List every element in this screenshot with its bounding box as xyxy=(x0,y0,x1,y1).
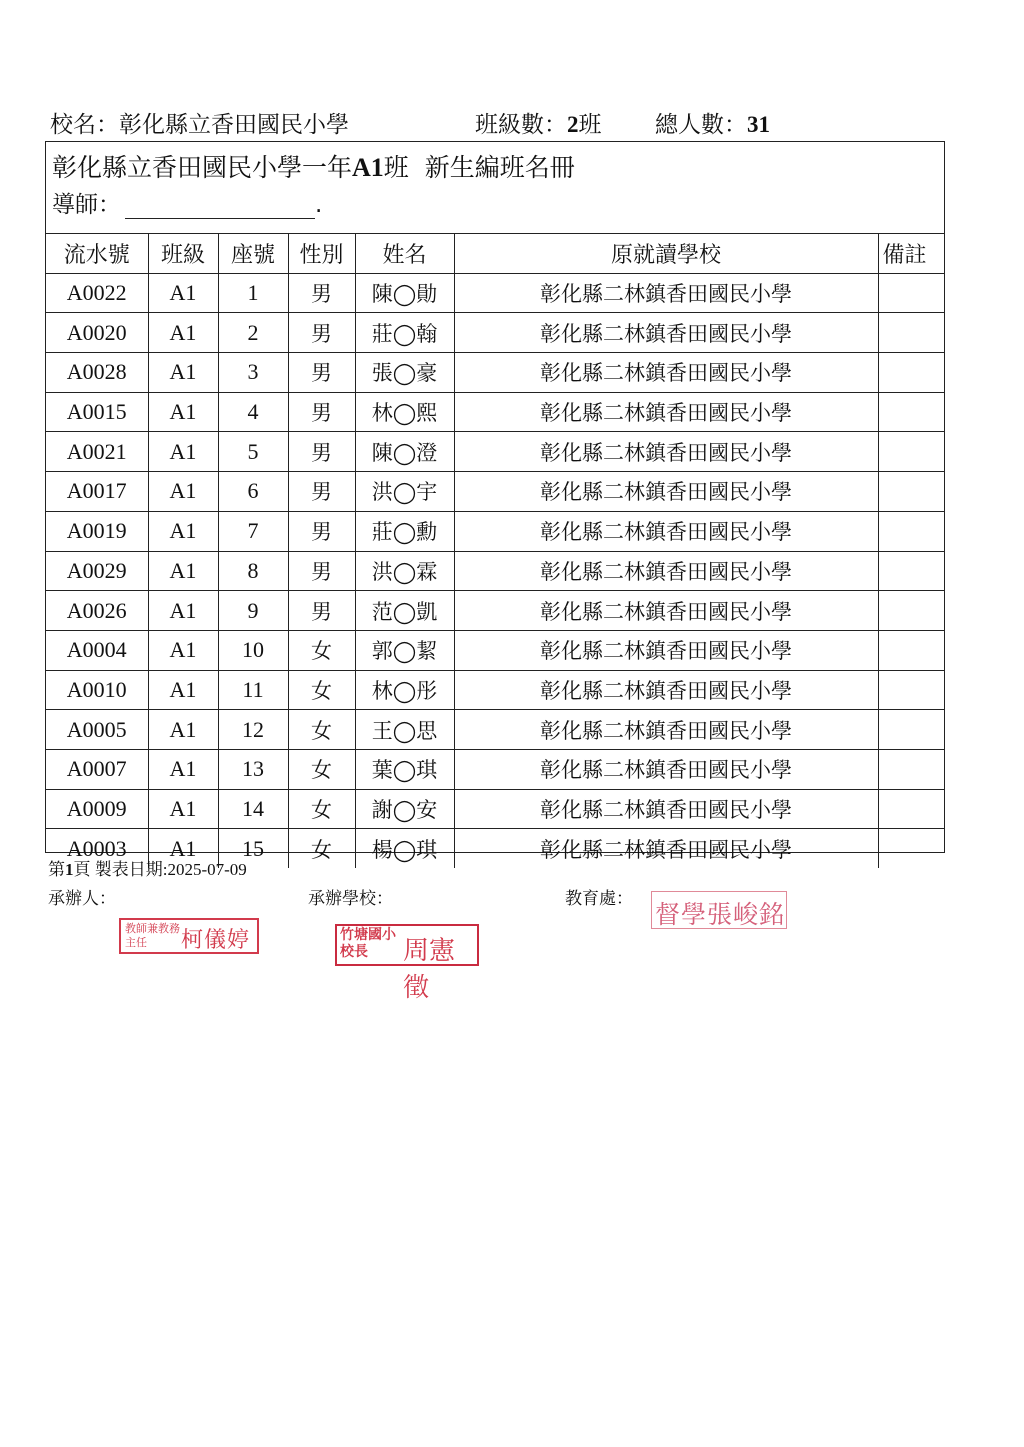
cell-note xyxy=(878,591,944,631)
cell-serial: A0021 xyxy=(46,432,148,472)
cell-seat: 12 xyxy=(218,710,288,750)
cell-class: A1 xyxy=(148,511,218,551)
cell-note xyxy=(878,749,944,789)
education-seal-stamp: 督學張峻銘 xyxy=(651,891,787,929)
cell-class: A1 xyxy=(148,392,218,432)
cell-seat: 13 xyxy=(218,749,288,789)
handler-label: 承辦人： xyxy=(48,889,116,909)
cell-seat: 15 xyxy=(218,829,288,868)
cell-class: A1 xyxy=(148,630,218,670)
cell-class: A1 xyxy=(148,551,218,591)
cell-name: 洪◯宇 xyxy=(355,472,454,512)
cell-gender: 男 xyxy=(288,551,355,591)
total-count-value: 31 xyxy=(747,112,770,137)
column-header-serial: 流水號 xyxy=(46,234,148,274)
cell-class: A1 xyxy=(148,710,218,750)
cell-original-school: 彰化縣二林鎮香田國民小學 xyxy=(454,670,878,710)
title-area xyxy=(46,142,944,234)
cell-original-school: 彰化縣二林鎮香田國民小學 xyxy=(454,353,878,393)
cell-original-school: 彰化縣二林鎮香田國民小學 xyxy=(454,829,878,868)
cell-name: 張◯豪 xyxy=(355,353,454,393)
cell-note xyxy=(878,630,944,670)
cell-seat: 5 xyxy=(218,432,288,472)
cell-note xyxy=(878,511,944,551)
cell-note xyxy=(878,353,944,393)
cell-gender: 男 xyxy=(288,472,355,512)
cell-original-school: 彰化縣二林鎮香田國民小學 xyxy=(454,591,878,631)
cell-note xyxy=(878,432,944,472)
cell-serial: A0017 xyxy=(46,472,148,512)
cell-gender: 女 xyxy=(288,670,355,710)
principal-seal-stamp: 竹塘國小校長 周憲徵 xyxy=(335,924,479,966)
cell-name: 陳◯勛 xyxy=(355,273,454,313)
cell-original-school: 彰化縣二林鎮香田國民小學 xyxy=(454,789,878,829)
cell-serial: A0005 xyxy=(46,710,148,750)
table-row xyxy=(46,670,944,710)
cell-seat: 1 xyxy=(218,273,288,313)
cell-class: A1 xyxy=(148,353,218,393)
cell-gender: 男 xyxy=(288,432,355,472)
cell-class: A1 xyxy=(148,789,218,829)
table-row xyxy=(46,432,944,472)
cell-class: A1 xyxy=(148,749,218,789)
cell-seat: 11 xyxy=(218,670,288,710)
document-title: 彰化縣立香田國民小學一年A1班 新生編班名冊 xyxy=(52,153,575,182)
cell-original-school: 彰化縣二林鎮香田國民小學 xyxy=(454,432,878,472)
column-header-class: 班級 xyxy=(148,234,218,274)
cell-original-school: 彰化縣二林鎮香田國民小學 xyxy=(454,273,878,313)
cell-original-school: 彰化縣二林鎮香田國民小學 xyxy=(454,392,878,432)
page-and-date: 第1頁 製表日期:2025-07-09 xyxy=(48,860,247,880)
date-label: 製表日期:2025-07-09 xyxy=(94,860,247,879)
cell-serial: A0022 xyxy=(46,273,148,313)
cell-note xyxy=(878,551,944,591)
mentor-blank-line xyxy=(125,196,315,219)
cell-seat: 6 xyxy=(218,472,288,512)
cell-seat: 8 xyxy=(218,551,288,591)
cell-original-school: 彰化縣二林鎮香田國民小學 xyxy=(454,551,878,591)
header-line xyxy=(50,106,950,140)
table-row xyxy=(46,789,944,829)
cell-note xyxy=(878,472,944,512)
cell-seat: 3 xyxy=(218,353,288,393)
cell-gender: 女 xyxy=(288,630,355,670)
cell-serial: A0026 xyxy=(46,591,148,631)
cell-note xyxy=(878,273,944,313)
school-name-label: 校名：彰化縣立香田國民小學 xyxy=(50,112,349,138)
cell-gender: 男 xyxy=(288,511,355,551)
cell-name: 莊◯翰 xyxy=(355,313,454,353)
cell-gender: 男 xyxy=(288,313,355,353)
table-header-row xyxy=(46,234,944,274)
cell-serial: A0020 xyxy=(46,313,148,353)
cell-name: 洪◯霖 xyxy=(355,551,454,591)
cell-original-school: 彰化縣二林鎮香田國民小學 xyxy=(454,472,878,512)
cell-note xyxy=(878,313,944,353)
table-row xyxy=(46,313,944,353)
mentor-field: 導師： . xyxy=(52,192,323,218)
cell-gender: 男 xyxy=(288,591,355,631)
cell-serial: A0019 xyxy=(46,511,148,551)
cell-name: 葉◯琪 xyxy=(355,749,454,789)
cell-class: A1 xyxy=(148,313,218,353)
table-row xyxy=(46,472,944,512)
cell-original-school: 彰化縣二林鎮香田國民小學 xyxy=(454,710,878,750)
cell-seat: 9 xyxy=(218,591,288,631)
cell-original-school: 彰化縣二林鎮香田國民小學 xyxy=(454,630,878,670)
column-header-seat: 座號 xyxy=(218,234,288,274)
cell-class: A1 xyxy=(148,591,218,631)
cell-name: 莊◯勳 xyxy=(355,511,454,551)
roster-table xyxy=(46,233,944,868)
column-header-note: 備註 xyxy=(878,234,944,274)
cell-seat: 10 xyxy=(218,630,288,670)
table-row xyxy=(46,591,944,631)
table-row xyxy=(46,273,944,313)
cell-seat: 14 xyxy=(218,789,288,829)
cell-seat: 7 xyxy=(218,511,288,551)
cell-gender: 女 xyxy=(288,829,355,868)
cell-note xyxy=(878,670,944,710)
cell-class: A1 xyxy=(148,432,218,472)
page-number: 1 xyxy=(65,860,74,879)
cell-seat: 4 xyxy=(218,392,288,432)
education-dept-label: 教育處： xyxy=(565,889,633,909)
cell-gender: 男 xyxy=(288,392,355,432)
cell-gender: 女 xyxy=(288,789,355,829)
cell-note xyxy=(878,392,944,432)
cell-note xyxy=(878,829,944,868)
cell-serial: A0028 xyxy=(46,353,148,393)
cell-seat: 2 xyxy=(218,313,288,353)
column-header-original-school: 原就讀學校 xyxy=(454,234,878,274)
table-row xyxy=(46,710,944,750)
total-count: 總人數：31 xyxy=(655,112,770,138)
cell-gender: 女 xyxy=(288,749,355,789)
roster-body xyxy=(46,273,944,868)
class-count: 班級數：2班 xyxy=(475,112,602,138)
cell-class: A1 xyxy=(148,670,218,710)
table-row xyxy=(46,511,944,551)
cell-serial: A0029 xyxy=(46,551,148,591)
table-row xyxy=(46,392,944,432)
table-row xyxy=(46,749,944,789)
cell-class: A1 xyxy=(148,829,218,868)
roster-frame xyxy=(45,141,945,862)
column-header-gender: 性別 xyxy=(288,234,355,274)
cell-serial: A0004 xyxy=(46,630,148,670)
column-header-name: 姓名 xyxy=(355,234,454,274)
cell-name: 楊◯琪 xyxy=(355,829,454,868)
cell-class: A1 xyxy=(148,472,218,512)
class-count-value: 2 xyxy=(567,112,579,137)
cell-serial: A0003 xyxy=(46,829,148,868)
cell-serial: A0007 xyxy=(46,749,148,789)
table-row xyxy=(46,353,944,393)
cell-name: 謝◯安 xyxy=(355,789,454,829)
cell-name: 林◯彤 xyxy=(355,670,454,710)
cell-name: 王◯思 xyxy=(355,710,454,750)
cell-gender: 男 xyxy=(288,273,355,313)
cell-name: 陳◯澄 xyxy=(355,432,454,472)
cell-serial: A0009 xyxy=(46,789,148,829)
table-row xyxy=(46,551,944,591)
cell-class: A1 xyxy=(148,273,218,313)
cell-name: 郭◯絜 xyxy=(355,630,454,670)
cell-original-school: 彰化縣二林鎮香田國民小學 xyxy=(454,313,878,353)
cell-note xyxy=(878,789,944,829)
cell-original-school: 彰化縣二林鎮香田國民小學 xyxy=(454,511,878,551)
cell-name: 林◯熙 xyxy=(355,392,454,432)
handling-school-label: 承辦學校： xyxy=(308,889,393,909)
cell-original-school: 彰化縣二林鎮香田國民小學 xyxy=(454,749,878,789)
cell-gender: 男 xyxy=(288,353,355,393)
cell-gender: 女 xyxy=(288,710,355,750)
table-row xyxy=(46,630,944,670)
cell-name: 范◯凱 xyxy=(355,591,454,631)
cell-serial: A0010 xyxy=(46,670,148,710)
handler-seal-stamp: 教師兼教務主任 柯儀婷 xyxy=(119,918,259,954)
cell-note xyxy=(878,710,944,750)
cell-serial: A0015 xyxy=(46,392,148,432)
